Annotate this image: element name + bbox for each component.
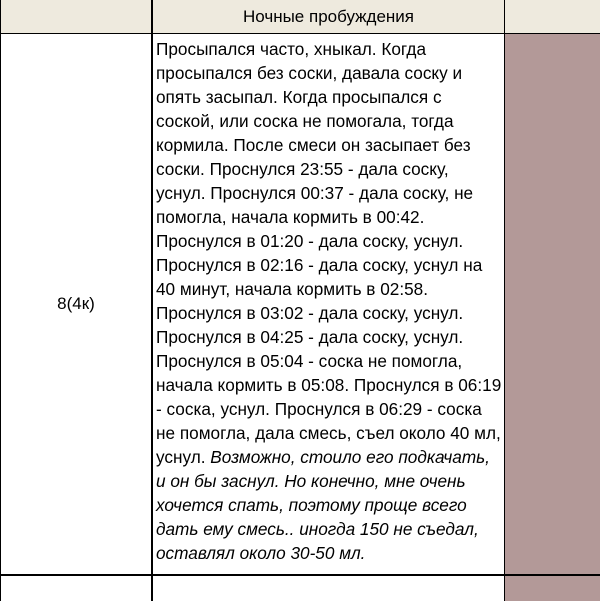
grid-line-v2 (504, 0, 505, 601)
column-header-night-wakings: Ночные пробуждения (242, 6, 414, 26)
side-column-cell (505, 34, 600, 574)
grid-line-h1 (0, 33, 600, 34)
note-main-text: Просыпался часто, хныкал. Когда просыпался без соски, давала соску и опять засыпал. Когда просыпался с соской, или соска не помогала, тогда кормила. После смеси он засыпает без соски. Проснулся 23:55 - дала соску, уснул. Проснулся 00:37 - дала соску, не помогла, начала кормить в 00:42. Проснулся в 01:20 - дала соску, уснул. Проснулся в 02:16 - дала соску, уснул на 40 минут, начала кормить в 02:58. Проснулся в 03:02 - дала соску, уснул. Проснулся в 04:25 - дала соску, уснул. Проснулся в 05:04 - соска не помогла, начала кормить в 05:08. Проснулся в 06:19 - соска, уснул. Проснулся в 06:29 - соска не помогла, дала смесь, съел около 40 мл, уснул. (156, 39, 502, 467)
grid-line-h2 (0, 574, 600, 576)
side-column-cell-next-row (505, 576, 600, 601)
night-wakings-note (156, 37, 502, 565)
grid-line-v0 (0, 0, 1, 601)
grid-line-v1 (151, 0, 153, 601)
row-label: 8(4к) (57, 294, 95, 313)
note-italic-text: Возможно, стоило его подкачать, и он бы заснул. Но конечно, мне очень хочется спать, поэтому проще всего дать ему смесь.. иногда 150 не съедал, оставлял около 30-50 мл. (156, 447, 490, 563)
